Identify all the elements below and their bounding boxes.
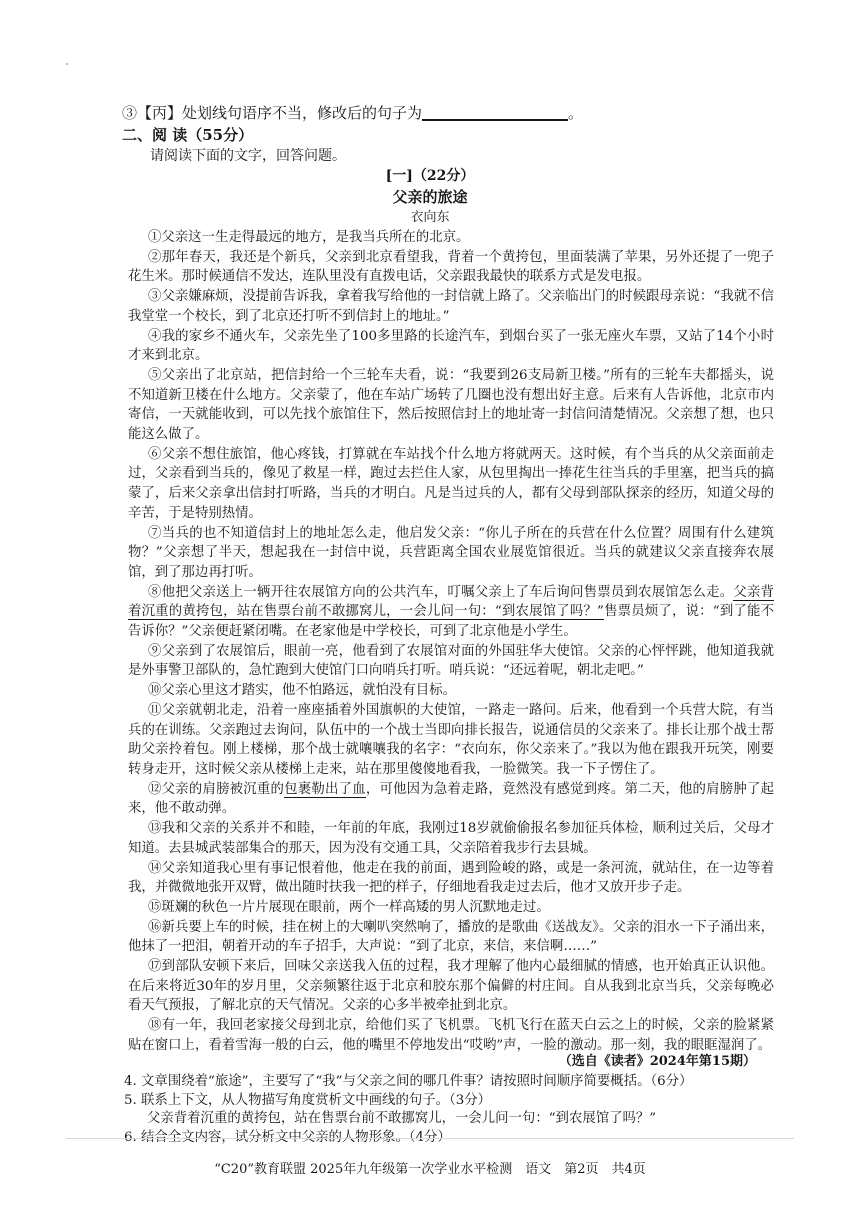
scan-speck — [66, 63, 68, 65]
page-footer: “C20”教育联盟 2025年九年级第一次学业水平检测 语文 第2页 共4页 — [214, 1162, 646, 1177]
source-note: （选自《读者》2024年第15期） — [558, 1054, 756, 1069]
section-heading: 二、阅 读（55分） — [122, 126, 254, 144]
paragraph-17: ⑰到部队安顿下来后，回味父亲送我入伍的过程，我才理解了他内心最细腻的情感，也开始真正认识他。在后来将近30年的岁月里，父亲频繁往返于北京和胶东那个偏僻的村庄间。自从我到北京当兵，父亲每晚必看天气预报，了解北京的天气情况。父亲的心多半被牵扯到北京。 — [128, 959, 774, 1014]
question-list — [124, 1073, 784, 1147]
paragraph-12: ⑫父亲的肩膀被沉重的包裹勒出了血，可他因为急着走路，竟然没有感觉到疼。第二天，他的肩膀肿了起来，他不敢动弹。 — [128, 781, 775, 817]
quoted-sentence: 父亲背着沉重的黄挎包，站在售票台前不敢挪窝儿，一会儿问一句：“到农展馆了吗？” — [147, 1111, 657, 1126]
paragraph-16: ⑯新兵要上车的时候，挂在树上的大喇叭突然响了，播放的是歌曲《送战友》。父亲的泪水一下子涌出来，他抹了一把泪，朝着开动的车子招手，大声说：“到了北京，来信，来信啊……” — [128, 919, 774, 955]
paragraph-9: ⑨父亲到了农展馆后，眼前一亮，他看到了农展馆对面的外国驻华大使馆。父亲的心怦怦跳，他知道我就是外事警卫部队的，急忙跑到大使馆门口向哨兵打听。哨兵说：“还远着呢，朝北走吧。” — [128, 643, 774, 679]
underlined-phrase: 父亲背着沉重的黄挎包，站在售票台前不敢挪窝儿，一会儿问一句：“到农展馆了吗？” — [128, 584, 775, 620]
paragraph-1: ①父亲这一生走得最远的地方，是我当兵所在的北京。 — [148, 230, 470, 245]
article-body — [128, 228, 774, 1056]
reading-instruction: 请阅读下面的文字，回答问题。 — [150, 148, 346, 164]
paragraph-8: ⑧他把父亲送上一辆开往农展馆方向的公共汽车，叮嘱父亲上了车后询问售票员到农展馆怎么走。父亲背着沉重的黄挎包，站在售票台前不敢挪窝儿，一会儿问一句：“到农展馆了吗？”售票员烦了，说：“到了能不告诉你？”父亲便赶紧闭嘴。在老家他是中学校长，可到了北京他是小学生。 — [128, 584, 775, 640]
paragraph-13: ⑬我和父亲的关系并不和睦，一年前的年底，我刚过18岁就偷偷报名参加征兵体检，顺利过关后，父母才知道。去县城武装部集合的那天，因为没有交通工具，父亲陪着我步行去县城。 — [128, 821, 774, 856]
answer-blank[interactable] — [422, 119, 568, 121]
paragraph-10: ⑩父亲心里这才踏实，他不怕路远，就怕没有目标。 — [148, 683, 456, 699]
part-heading: [一]（22分） — [385, 168, 475, 184]
paragraph-5: ⑤父亲出了北京站，把信封给一个三轮车夫看，说：“我要到26支局新卫楼。”所有的三轮车夫都摇头，说不知道新卫楼在什么地方。父亲蒙了，他在车站广场转了几圈也没有想出好主意。后来有人告诉他，北京市内寄信，一天就能收到，可以先找个旅馆住下，然后按照信封上的地址寄一封信问清楚情况。父亲想了想，也只能这么做了。 — [128, 367, 774, 443]
paragraph-3: ③父亲嫌麻烦，没提前告诉我，拿着我写给他的一封信就上路了。父亲临出门的时候跟母亲说：“我就不信我堂堂一个校长，到了北京还打听不到信封上的地址。” — [128, 289, 774, 324]
question-6: 6. 结合全文内容，试分析文中父亲的人物形象。（4分） — [124, 1129, 451, 1145]
question-3-line — [122, 102, 583, 124]
article-title: 父亲的旅途 — [392, 188, 468, 206]
question-5: 5. 联系上下文，从人物描写角度赏析文中画线的句子。（3分） — [124, 1092, 492, 1108]
paragraph-18: ⑱有一年，我回老家接父母到北京，给他们买了飞机票。飞机飞行在蓝天白云之上的时候，父亲的脸紧紧贴在窗口上，看着雪海一般的白云，他的嘴里不停地发出“哎哟”声，一脸的激动。那一刻，我的眼眶湿润了。 — [128, 1018, 774, 1053]
paragraph-7: ⑦当兵的也不知道信封上的地址怎么走，他启发父亲：“你儿子所在的兵营在什么位置？周围有什么建筑物？”父亲想了半天，想起我在一封信中说，兵营距离全国农业展览馆很近。当兵的就建议父亲直接奔农展馆，到了那边再打听。 — [128, 525, 774, 580]
paragraph-4: ④我的家乡不通火车，父亲先坐了100多里路的长途汽车，到烟台买了一张无座火车票，又站了14个小时才来到北京。 — [128, 328, 774, 364]
underlined-phrase: 包裹勒出了血 — [284, 781, 366, 797]
paragraph-11: ⑪父亲就朝北走，沿着一座座插着外国旗帜的大使馆，一路走一路问。后来，他看到一个兵营大院，有当兵的在训练。父亲跑过去询问，队伍中的一个战士当即向排长报告，说通信员的父亲来了。排长让那个战士帮助父亲拎着包。刚上楼梯，那个战士就嚷嚷我的名字：“衣向东，你父亲来了。”我以为他在跟我开玩笑，刚要转身走开，这时候父亲从楼梯上走来，站在那里傻傻地看我，一脸微笑。我一下子愣住了。 — [128, 702, 774, 777]
paragraph-14: ⑭父亲知道我心里有事记恨着他，他走在我的前面，遇到险峻的路，或是一条河流，就站住，在一边等着我，并微微地张开双臂，做出随时扶我一把的样子，仔细地看我走过去后，他才又放开步子走。 — [128, 860, 774, 896]
question-4: 4. 文章围绕着“旅途”，主要写了“我”与父亲之间的哪几件事？请按照时间顺序简要概括。（6分） — [124, 1074, 693, 1089]
paragraph-2: ②那年春天，我还是个新兵，父亲到北京看望我，背着一个黄挎包，里面装满了苹果，另外还提了一兜子花生米。那时候通信不发达，连队里没有直拨电话，父亲跟我最快的联系方式是发电报。 — [128, 249, 774, 285]
bottom-divider — [66, 1138, 794, 1139]
paragraph-6: ⑥父亲不想住旅馆，他心疼钱，打算就在车站找个什么地方将就两天。这时候，有个当兵的从父亲面前走过，父亲看到当兵的，像见了救星一样，跑过去拦住人家，从包里掏出一捧花生往当兵的手里塞，把当兵的搞蒙了，后来父亲拿出信封打听路，当兵的才明白。凡是当过兵的人，都有父母到部队探亲的经历，知道父母的辛苦，于是特别热情。 — [128, 446, 774, 521]
question-3-text: ③【丙】处划线句语序不当，修改后的句子为 — [122, 104, 423, 122]
paragraph-15: ⑮斑斓的秋色一片片展现在眼前，两个一样高矮的男人沉默地走过。 — [148, 899, 550, 915]
article-author: 衣向东 — [410, 210, 450, 225]
question-3-end: 。 — [568, 104, 584, 122]
